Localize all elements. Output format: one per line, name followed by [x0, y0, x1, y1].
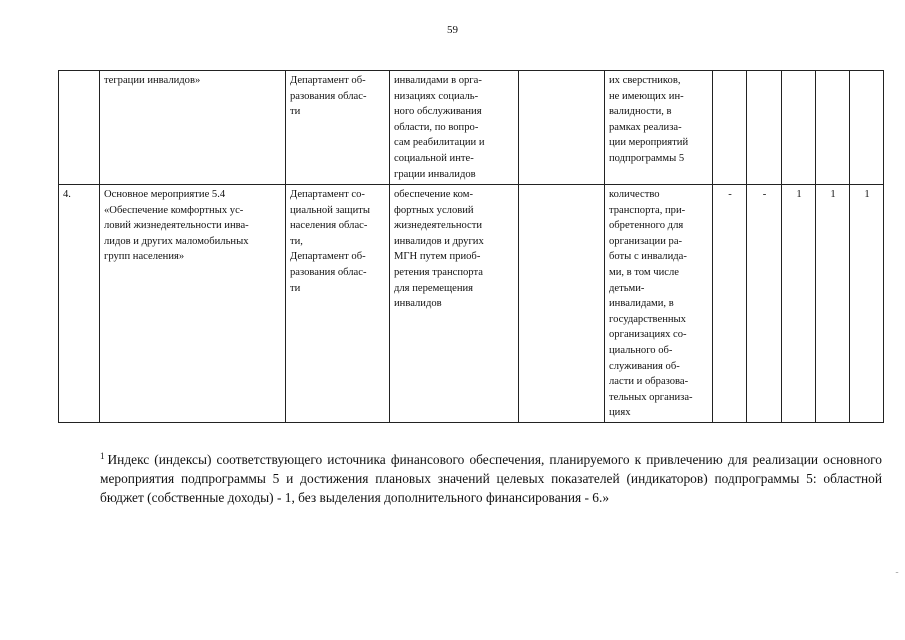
- value-cell: 1: [816, 185, 850, 423]
- footnote-text: Индекс (индексы) соответствующего источника финансового обеспечения, планируемого к привлечению для реализации основного мероприятия подпрограммы 5 и достижения плановых значений целевых показателей (индикаторов) подпрограммы 5: областной бюджет (собственные доходы) - 1, без выделения дополнительного финансирования - 6.»: [100, 452, 882, 505]
- row-number-cell: 4.: [59, 185, 100, 423]
- activity-name-cell: Основное мероприятие 5.4 «Обеспечение комфортных ус- ловий жизнедеятельности инва- лидов и других маломобильных групп населения»: [100, 185, 286, 423]
- row-number-cell: [59, 71, 100, 185]
- indicator-cell: количество транспорта, при- обретенного для организации ра- боты с инвалида- ми, в том числе детьми- инвалидами, в государственных организациях со- циального об- служивания об- ласти и образова- тельных организа- циях: [605, 185, 713, 423]
- value-cell: [782, 71, 816, 185]
- value-cell: [816, 71, 850, 185]
- goal-cell: обеспечение ком- фортных условий жизнедеятельности инвалидов и других МГН путем приоб- ретения транспорта для перемещения инвалидов: [390, 185, 519, 423]
- funding-cell: [519, 71, 605, 185]
- value-cell: 1: [850, 185, 884, 423]
- executor-cell: Департамент со- циальной защиты населения облас- ти, Департамент об- разования облас- ти: [286, 185, 390, 423]
- value-cell: 1: [782, 185, 816, 423]
- executor-cell: Департамент об- разования облас- ти: [286, 71, 390, 185]
- table-row: [59, 71, 884, 185]
- value-cell: [747, 71, 782, 185]
- goal-cell: инвалидами в орга- низациях социаль- ного обслуживания области, по вопро- сам реабилитации и социальной инте- грации инвалидов: [390, 71, 519, 185]
- footnote-marker: 1: [100, 451, 105, 461]
- indicator-cell: их сверстников, не имеющих ин- валидности, в рамках реализа- ции мероприятий подпрограммы 5: [605, 71, 713, 185]
- funding-cell: [519, 185, 605, 423]
- value-cell: -: [713, 185, 747, 423]
- value-cell: [850, 71, 884, 185]
- activity-name-cell: теграции инвалидов»: [100, 71, 286, 185]
- value-cell: [713, 71, 747, 185]
- subprogram-activities-table: [58, 70, 884, 423]
- page-number: 59: [447, 24, 458, 36]
- table-row: [59, 185, 884, 423]
- footnote: [100, 447, 882, 507]
- value-cell: -: [747, 185, 782, 423]
